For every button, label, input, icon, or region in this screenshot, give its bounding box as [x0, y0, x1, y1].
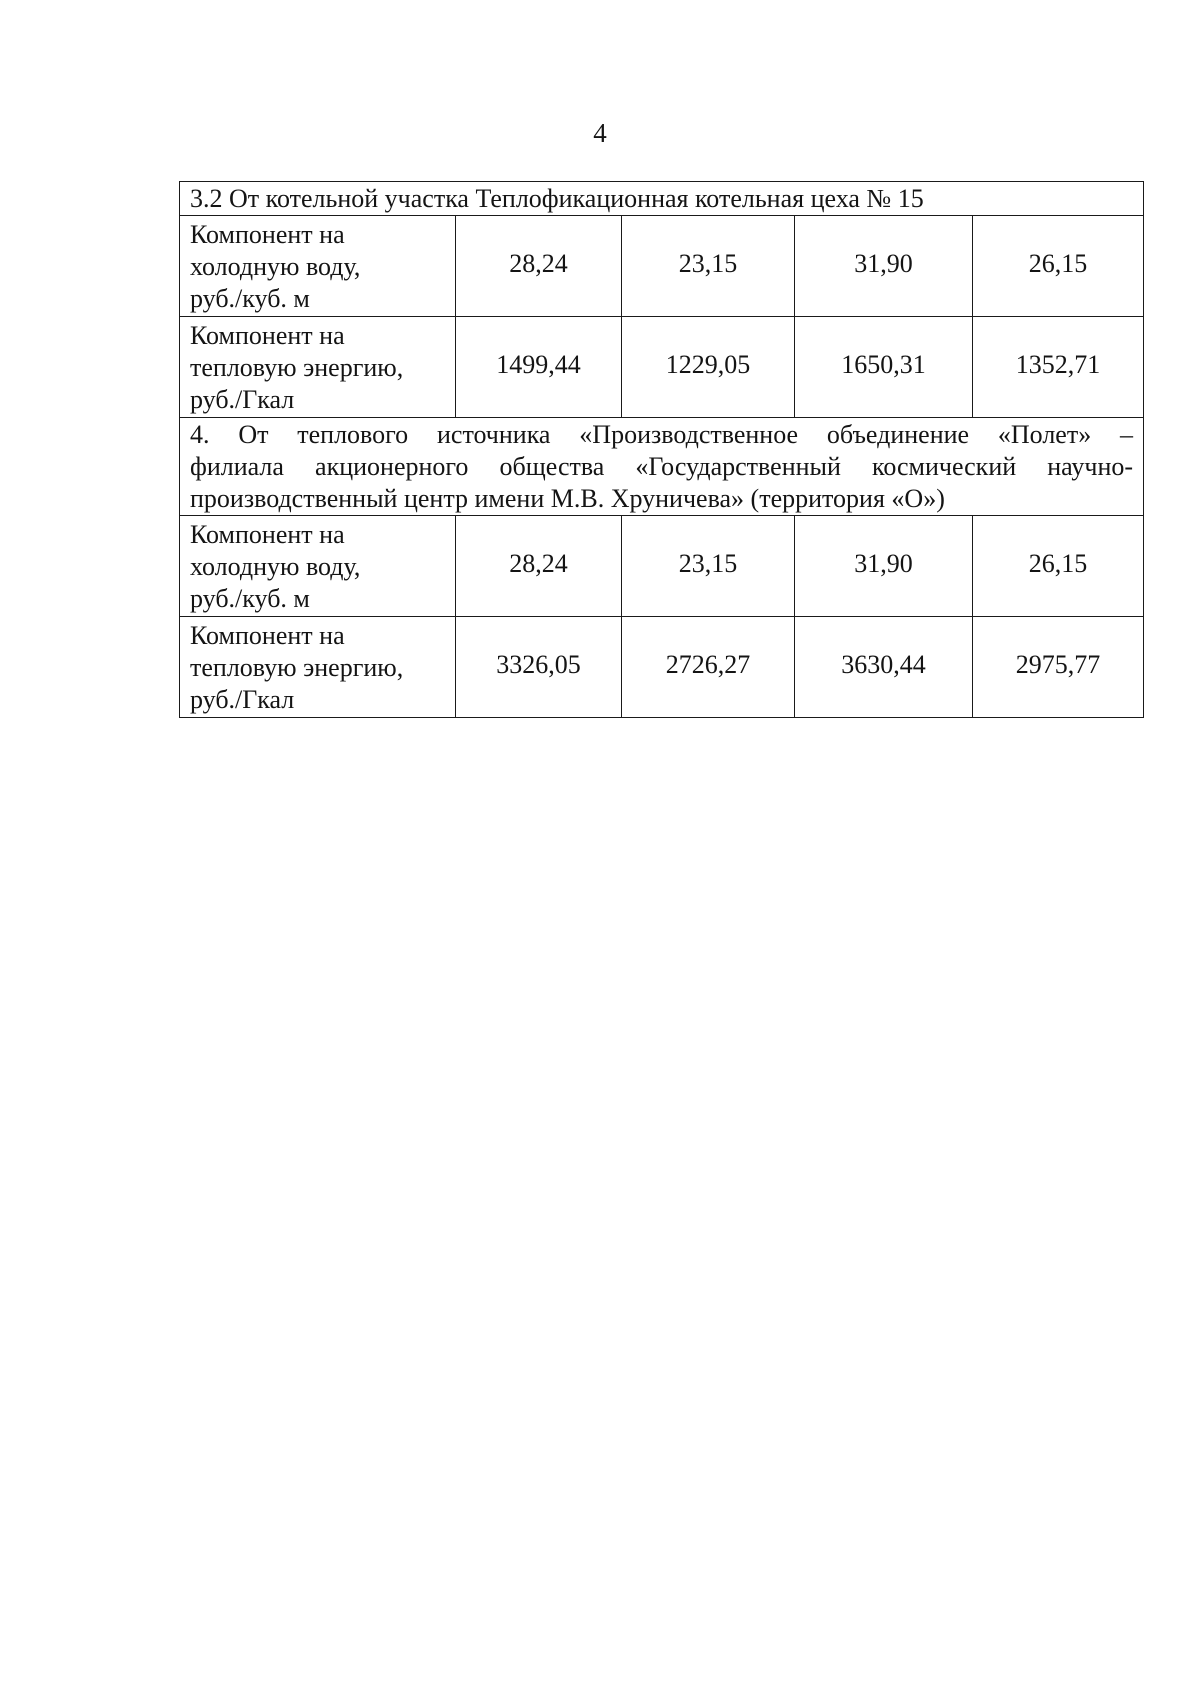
section-title — [180, 182, 1144, 216]
value-cell: 28,24 — [456, 516, 622, 617]
table-row — [180, 317, 1144, 418]
row-label-line: тепловую энергию, — [190, 352, 404, 382]
row-label-line: Компонент на — [190, 320, 345, 350]
value-cell: 31,90 — [795, 516, 973, 617]
table-row — [180, 216, 1144, 317]
row-label — [180, 216, 456, 317]
value-cell: 1499,44 — [456, 317, 622, 418]
section-header-row — [180, 418, 1144, 516]
row-label — [180, 516, 456, 617]
page-number: 4 — [593, 118, 607, 148]
value-cell: 1229,05 — [622, 317, 795, 418]
row-label-line: руб./куб. м — [190, 583, 310, 613]
value-cell: 23,15 — [622, 516, 795, 617]
value-cell: 3630,44 — [795, 617, 973, 718]
table-row — [180, 617, 1144, 718]
row-label-line: руб./Гкал — [190, 684, 295, 714]
row-label-line: тепловую энергию, — [190, 652, 404, 682]
row-label-line: руб./куб. м — [190, 283, 310, 313]
row-label-line: Компонент на — [190, 519, 345, 549]
section-title-line: филиала акционерного общества «Государственный космический научно- — [190, 452, 1134, 481]
row-label-line: Компонент на — [190, 620, 345, 650]
section-title — [180, 418, 1144, 516]
row-label-line: холодную воду, — [190, 551, 361, 581]
row-label — [180, 317, 456, 418]
row-label-line: Компонент на — [190, 219, 345, 249]
section-title-line: производственный центр имени М.В. Хруничева» (территория «О») — [190, 484, 945, 513]
value-cell: 2975,77 — [973, 617, 1144, 718]
value-cell: 31,90 — [795, 216, 973, 317]
section-header-row — [180, 182, 1144, 216]
value-cell: 23,15 — [622, 216, 795, 317]
tariff-table — [179, 181, 1144, 718]
value-cell: 28,24 — [456, 216, 622, 317]
section-title-line: 4. От теплового источника «Производственное объединение «Полет» – — [190, 420, 1134, 449]
section-title-line: 3.2 От котельной участка Теплофикационная котельная цеха № 15 — [190, 184, 924, 213]
value-cell: 26,15 — [973, 216, 1144, 317]
value-cell: 2726,27 — [622, 617, 795, 718]
table-row — [180, 516, 1144, 617]
value-cell: 3326,05 — [456, 617, 622, 718]
row-label-line: холодную воду, — [190, 251, 361, 281]
value-cell: 1650,31 — [795, 317, 973, 418]
row-label-line: руб./Гкал — [190, 384, 295, 414]
value-cell: 26,15 — [973, 516, 1144, 617]
value-cell: 1352,71 — [973, 317, 1144, 418]
row-label — [180, 617, 456, 718]
